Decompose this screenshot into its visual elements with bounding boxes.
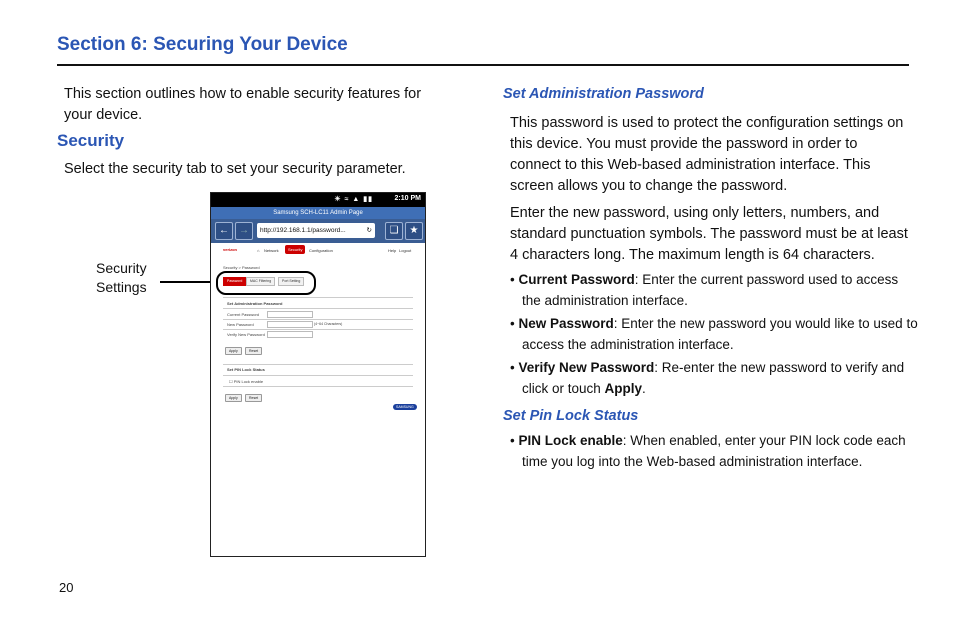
status-bar xyxy=(211,193,425,207)
reset-button[interactable]: Reset xyxy=(245,394,262,402)
pin-lock-heading: Set Pin Lock Status xyxy=(503,408,639,424)
new-password-label: New Password xyxy=(227,322,254,327)
security-paragraph: Select the security tab to set your security parameter. xyxy=(64,161,406,177)
admin-paragraph-2: Enter the new password, using only letters, numbers, and standard punctuation symbols. The password must be at least 4 characters long. The maximum length is 64 characters. xyxy=(510,205,908,263)
status-time: 2:10 PM xyxy=(394,195,421,202)
security-settings-highlight xyxy=(216,271,316,295)
new-password-hint: (4~64 Characters) xyxy=(314,322,343,326)
url-field[interactable] xyxy=(257,223,375,238)
nav-help[interactable]: Help xyxy=(388,248,397,253)
verify-password-label: Verify New Password xyxy=(227,332,265,337)
forward-arrow-icon[interactable]: → xyxy=(235,222,253,240)
bullet-term: Current Password xyxy=(518,272,635,287)
divider xyxy=(223,386,413,387)
divider xyxy=(223,319,413,320)
apply-button[interactable]: Apply xyxy=(225,347,242,355)
pin-heading: Set PIN Lock Status xyxy=(227,367,265,372)
callout-line xyxy=(160,281,216,283)
new-password-field[interactable] xyxy=(267,321,313,328)
status-icons: ☀ ≈ ▲ ▮▮ xyxy=(334,196,373,203)
divider xyxy=(223,308,413,309)
page-number: 20 xyxy=(59,580,74,595)
refresh-icon[interactable]: ↻ xyxy=(366,227,372,234)
verizon-logo: verizon xyxy=(223,247,238,252)
reset-button[interactable]: Reset xyxy=(245,347,262,355)
bullet-pin-lock: • PIN Lock enable: When enabled, enter your PIN lock code each time you log into the Web-based administration interface. xyxy=(510,433,906,469)
divider xyxy=(223,329,413,330)
nav-configuration[interactable]: Configuration xyxy=(309,248,333,253)
nav-logout[interactable]: Logout xyxy=(399,248,412,253)
section-title: Section 6: Securing Your Device xyxy=(57,34,348,55)
tab-mac-filtering[interactable]: MAC Filtering xyxy=(246,277,275,286)
callout-label-line2: Settings xyxy=(96,279,147,295)
samsung-logo: SAMSUNG xyxy=(393,404,417,410)
callout-label-line1: Security xyxy=(96,260,147,276)
pin-lock-checkbox[interactable]: ☐ PIN Lock enable xyxy=(229,379,264,384)
bullet-text: : Re-enter the new password to verify and click or touch xyxy=(522,360,905,396)
bullet-text: : Enter the current password used to access the administration interface. xyxy=(522,272,899,308)
tab-password[interactable]: Password xyxy=(223,277,246,286)
bullet-text: : When enabled, enter your PIN lock code each time you log into the Web-based administration interface. xyxy=(522,433,906,469)
callout-label xyxy=(96,259,147,297)
phone-screenshot xyxy=(210,192,426,557)
breadcrumb: Security > Password xyxy=(223,265,260,270)
url-bar xyxy=(211,219,425,243)
bullet-text: : Enter the new password you would like to used to access the administration interface. xyxy=(522,316,918,352)
title-rule xyxy=(57,64,909,66)
browser-title: Samsung SCH-LC11 Admin Page xyxy=(211,207,425,219)
web-nav xyxy=(211,243,425,257)
url-text: http://192.168.1.1/password... xyxy=(260,227,346,234)
divider xyxy=(223,375,413,376)
home-icon[interactable]: ⌂ xyxy=(257,248,260,253)
security-heading: Security xyxy=(57,131,125,150)
admin-paragraph-1: This password is used to protect the configuration settings on this device. You must provide the password in order to connect to this Web-based administration interface. This screen allows you to change the password. xyxy=(510,115,904,194)
admin-password-heading: Set Administration Password xyxy=(227,301,283,306)
bullet-verify-password: • Verify New Password: Re-enter the new password to verify and click or touch Apply. xyxy=(510,360,905,396)
bookmark-icon[interactable]: ★ xyxy=(405,222,423,240)
current-password-label: Current Password xyxy=(227,312,260,317)
divider xyxy=(223,364,413,365)
windows-icon[interactable]: ❏ xyxy=(385,222,403,240)
bullet-end: . xyxy=(642,381,646,396)
intro-paragraph: This section outlines how to enable security features for your device. xyxy=(64,86,422,123)
bullet-current-password: • Current Password: Enter the current password used to access the administration interface. xyxy=(510,272,899,308)
nav-security[interactable]: Security xyxy=(285,245,305,254)
bullet-term: New Password xyxy=(518,316,614,331)
admin-password-heading-right: Set Administration Password xyxy=(503,86,704,102)
tab-port-setting[interactable]: Port Setting xyxy=(278,277,304,286)
nav-network[interactable]: Network xyxy=(264,248,279,253)
back-arrow-icon[interactable]: ← xyxy=(215,222,233,240)
pin-lock-label: PIN Lock enable xyxy=(233,379,264,384)
bullet-term: PIN Lock enable xyxy=(518,433,623,448)
bullet-term: Verify New Password xyxy=(518,360,655,375)
apply-term: Apply xyxy=(604,381,643,396)
current-password-field[interactable] xyxy=(267,311,313,318)
bullet-new-password: • New Password: Enter the new password you would like to used to access the administration interface. xyxy=(510,316,918,352)
divider xyxy=(223,297,413,298)
verify-password-field[interactable] xyxy=(267,331,313,338)
apply-button[interactable]: Apply xyxy=(225,394,242,402)
